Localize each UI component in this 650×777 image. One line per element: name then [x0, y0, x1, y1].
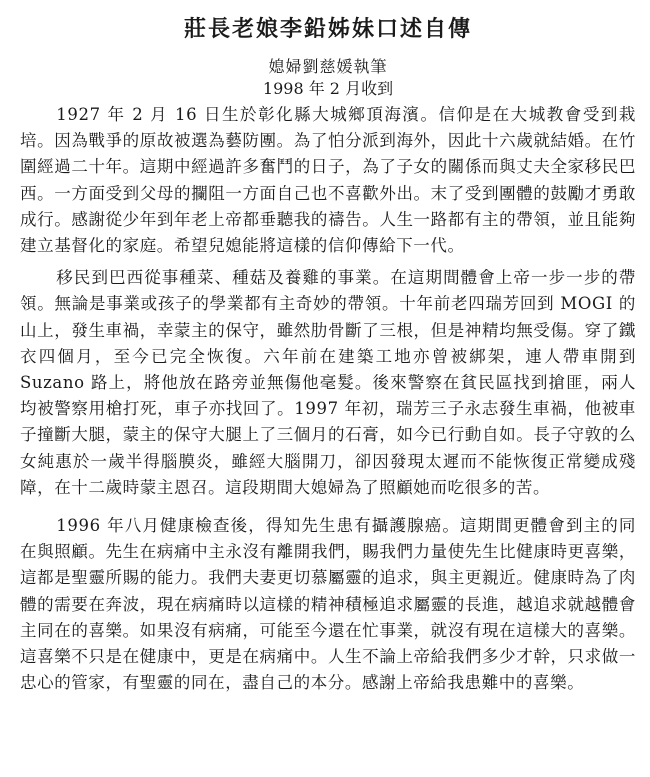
received-date: 1998 年 2 月收到: [262, 79, 394, 98]
author-line: 媳婦劉慈媛執筆: [268, 57, 388, 76]
paragraph-2: 移民到巴西從事種菜、種菇及養雞的事業。在這期間體會上帝一步一步的帶領。無論是事業或孩子的學業都有主奇妙的帶領。十年前老四瑞芳回到 MOGI 的山上，發生車禍，幸蒙主的保守，雖然肋骨斷了三根，但是神精均無受傷。穿了鐵衣四個月，至今已完全恢復。六年前在建築工地亦曾被綁架，連人帶車開到 Suzano 路上，將他放在路旁並無傷他毫髮。後來警察在貧民區找到搶匪，兩人均被警察用槍打死，車子亦找回了。1997 年初，瑞芳三子永志發生車禍，他被車子撞斷大腿，蒙主的保守大腿上了三個月的石膏，如今已行動自如。長子守敦的么女純惠於一歲半得腦膜炎，雖經大腦開刀，卻因發現太遲而不能恢復正常變成殘障，在十二歲時蒙主恩召。這段期間大媳婦為了照顧她而吃很多的苦。: [20, 268, 636, 497]
paragraph-1: 1927 年 2 月 16 日生於彰化縣大城鄉頂海濱。信仰是在大城教會受到栽培。因為戰爭的原故被選為藝防團。為了怕分派到海外，因此十六歲就結婚。在竹圍經過二十年。這期中經過許多奮鬥的日子，為了子女的關係而與丈夫全家移民巴西。一方面受到父母的攔阻一方面自己也不喜歡外出。末了受到團體的鼓勵才勇敢成行。感謝從少年到年老上帝都垂聽我的禱告。人生一路都有主的帶領，並且能夠建立基督化的家庭。希望兒媳能將這樣的信仰傳給下一代。: [20, 105, 636, 256]
paragraph-3: 1996 年八月健康檢查後，得知先生患有攝護腺癌。這期間更體會到主的同在與照顧。先生在病痛中主永沒有離開我們，賜我們力量使先生比健康時更喜樂，這都是聖靈所賜的能力。我們夫妻更切慕屬靈的追求，與主更親近。健康時為了肉體的需要在奔波，現在病痛時以這樣的精神積極追求屬靈的長進，越追求就越體會主同在的喜樂。如果沒有病痛，可能至今還在忙事業，就沒有現在這樣大的喜樂。這喜樂不只是在健康中，更是在病痛中。人生不論上帝給我們多少才幹，只求做一忠心的管家，有聖靈的同在，盡自己的本分。感謝上帝給我患難中的喜樂。: [20, 516, 636, 693]
document-title: 莊長老娘李鉛姊妹口述自傳: [183, 16, 472, 42]
